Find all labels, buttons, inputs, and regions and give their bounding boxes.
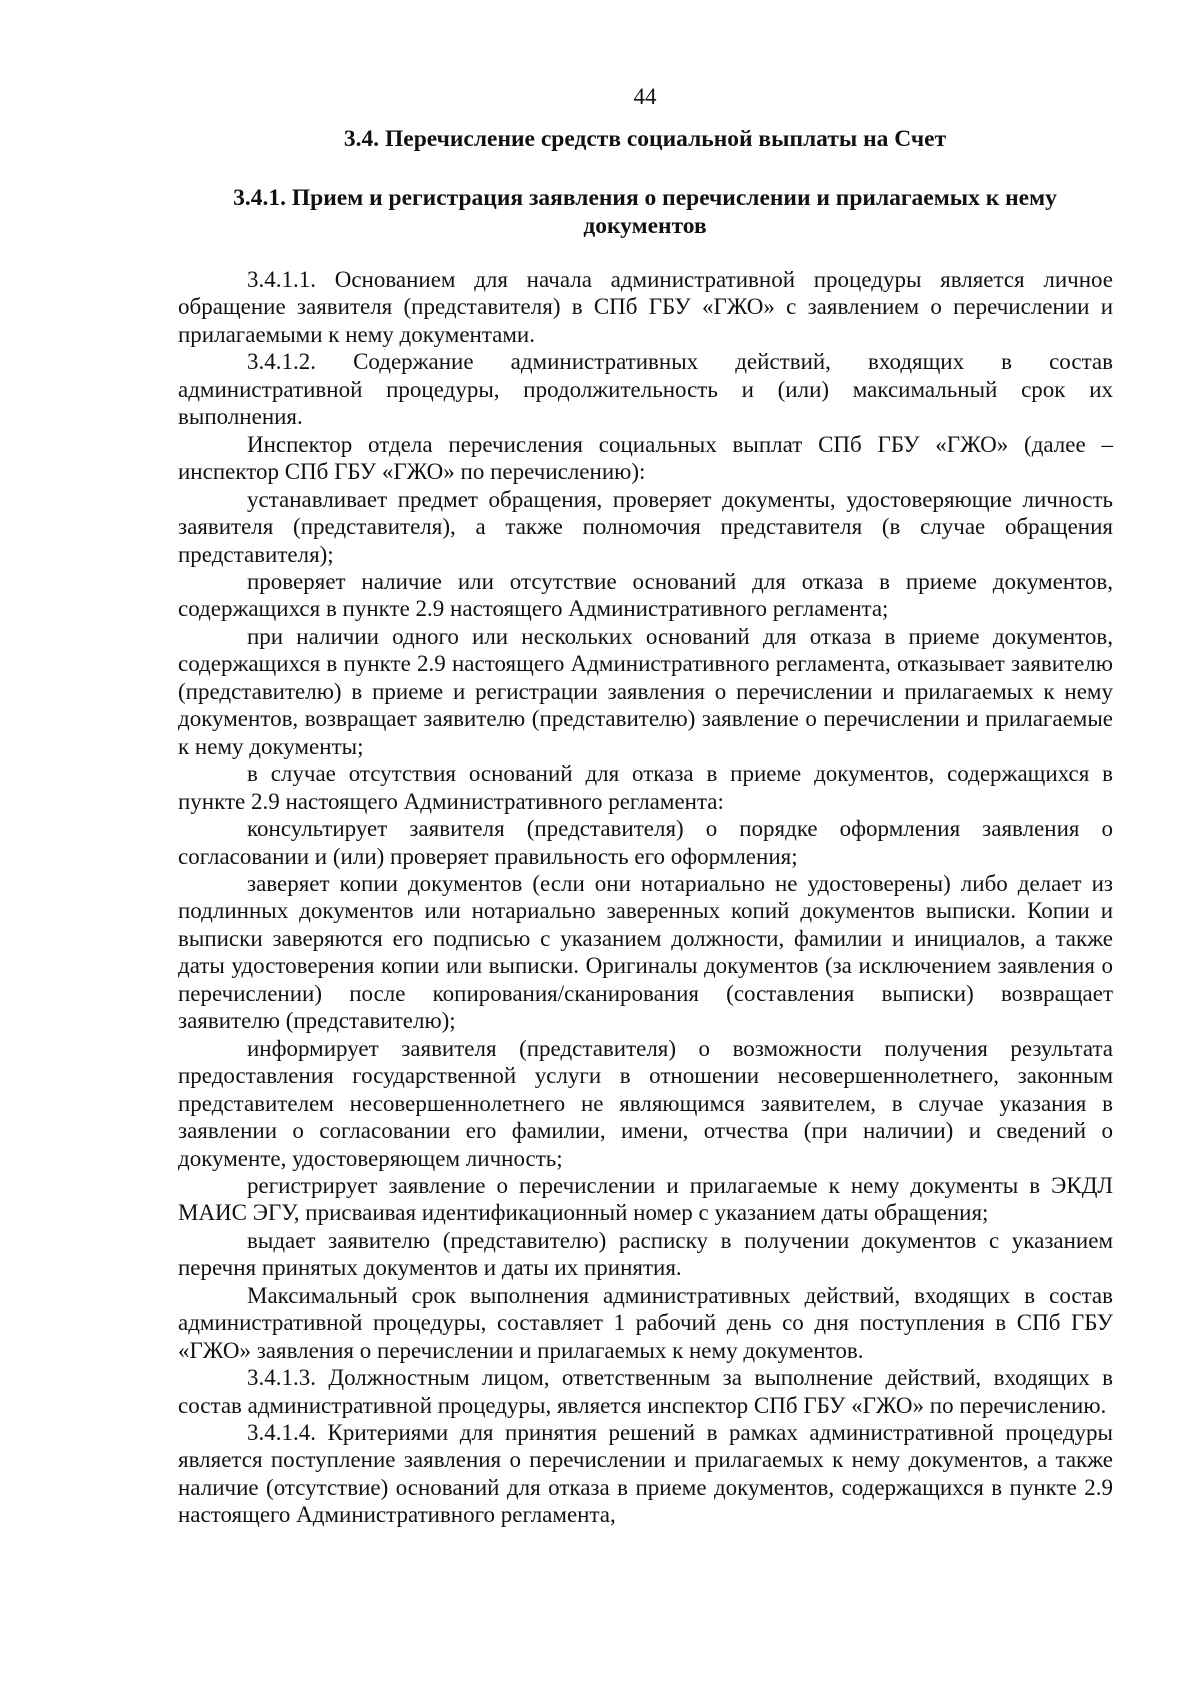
paragraph-establishes-subject: устанавливает предмет обращения, проверяет документы, удостоверяющие личность заявителя (представителя), а также полномочия представителя (в случае обращения представителя); [178, 486, 1113, 567]
subsection-title: 3.4.1. Прием и регистрация заявления о перечислении и прилагаемых к нему документов [233, 185, 1057, 239]
paragraph-3-4-1-2: 3.4.1.2. Содержание административных действий, входящих в состав административной процедуры, продолжительность и (или) максимальный срок их выполнения. [178, 349, 1113, 430]
paragraph-informs: информирует заявителя (представителя) о возможности получения результата предоставления государственной услуги в отношении несовершеннолетнего, законным представителем несовершеннолетнего не являющимся заявителем, в случае указания в заявлении о согласовании его фамилии, имени, отчества (при наличии) и сведений о документе, удостоверяющем личность; [178, 1035, 1113, 1171]
paragraph-3-4-1-1: 3.4.1.1. Основанием для начала административной процедуры является личное обращение заявителя (представителя) в СПб ГБУ «ГЖО» с заявлением о перечислении и прилагаемыми к нему документами. [178, 267, 1113, 347]
paragraph-inspector: Инспектор отдела перечисления социальных выплат СПб ГБУ «ГЖО» (далее – инспектор СПб ГБУ «ГЖО» по перечислению): [178, 431, 1113, 485]
paragraph-max-term: Максимальный срок выполнения административных действий, входящих в состав административной процедуры, составляет 1 рабочий день со дня поступления в СПб ГБУ «ГЖО» заявления о перечислении и прилагаемых к нему документов. [178, 1282, 1113, 1363]
paragraph-consults: консультирует заявителя (представителя) о порядке оформления заявления о согласовании и (или) проверяет правильность его оформления; [178, 816, 1113, 869]
document-body [178, 266, 1113, 1529]
paragraph-checks-grounds: проверяет наличие или отсутствие оснований для отказа в приеме документов, содержащихся в пункте 2.9 настоящего Административного регламента; [178, 568, 1113, 622]
paragraph-issues-receipt: выдает заявителю (представителю) расписку в получении документов с указанием перечня принятых документов и даты их принятия. [178, 1227, 1113, 1281]
page-number: 44 [633, 84, 657, 109]
paragraph-3-4-1-3: 3.4.1.3. Должностным лицом, ответственным за выполнение действий, входящих в состав административной процедуры, является инспектор СПб ГБУ «ГЖО» по перечислению. [178, 1365, 1113, 1418]
paragraph-no-grounds: в случае отсутствия оснований для отказа в приеме документов, содержащихся в пункте 2.9 настоящего Административного регламента: [178, 761, 1113, 814]
paragraph-registers: регистрирует заявление о перечислении и прилагаемые к нему документы в ЭКДЛ МАИС ЭГУ, присваивая идентификационный номер с указанием даты обращения; [178, 1172, 1113, 1226]
paragraph-certifies-copies: заверяет копии документов (если они нотариально не удостоверены) либо делает из подлинных документов или нотариально заверенных копий документов выписки. Копии и выписки заверяются его подписью с указанием должности, фамилии и инициалов, а также даты удостоверения копии или выписки. Оригиналы документов (за исключением заявления о перечислении) после копирования/сканирования (составления выписки) возвращает заявителю (представителю); [178, 870, 1113, 1034]
section-title: 3.4. Перечисление средств социальной выплаты на Счет [343, 126, 947, 152]
paragraph-3-4-1-4: 3.4.1.4. Критериями для принятия решений в рамках административной процедуры является поступление заявления о перечислении и прилагаемых к нему документов, а также наличие (отсутствие) оснований для отказа в приеме документов, содержащихся в пункте 2.9 настоящего Административного регламента, [178, 1420, 1113, 1528]
paragraph-refusal: при наличии одного или нескольких оснований для отказа в приеме документов, содержащихся в пункте 2.9 настоящего Административного регламента, отказывает заявителю (представителю) в приеме и регистрации заявления о перечислении и прилагаемых к нему документов, возвращает заявителю (представителю) заявление о перечислении и прилагаемые к нему документы; [178, 623, 1113, 759]
